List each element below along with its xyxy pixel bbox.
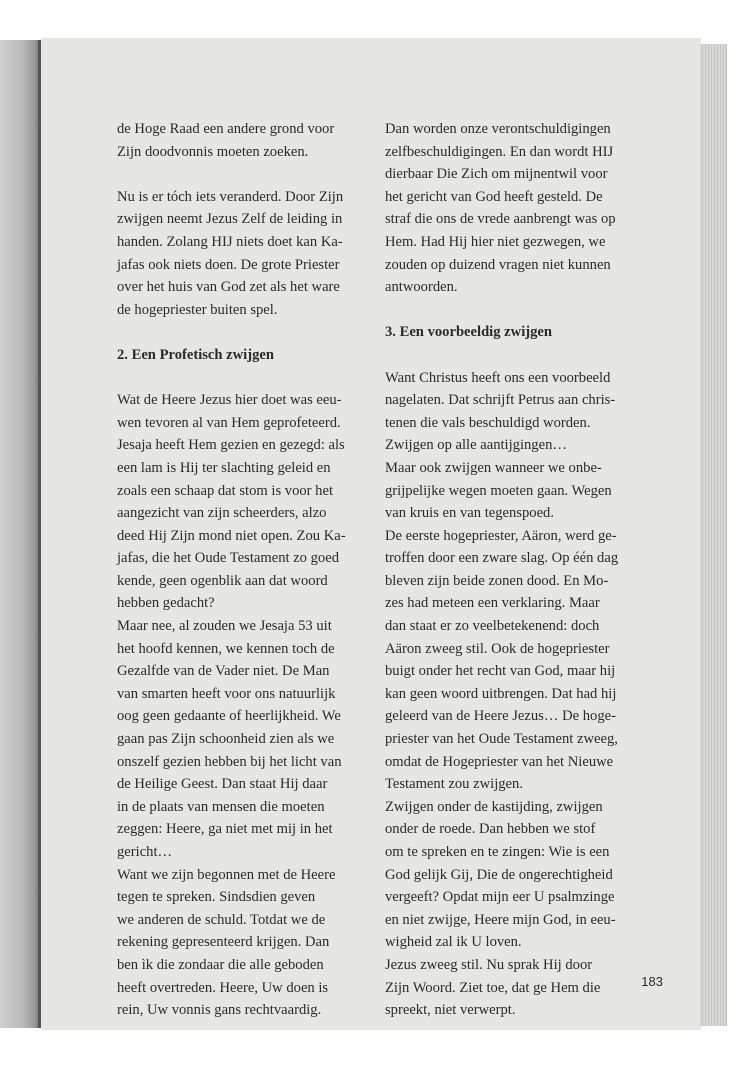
text-line: wigheid zal ik U loven. bbox=[385, 934, 522, 951]
text-line: Maar ook zwijgen wanneer we onbe- bbox=[385, 459, 602, 476]
text-line: God gelijk Gij, Die de ongerechtigheid bbox=[385, 866, 613, 883]
section-heading: 2. Een Profetisch zwijgen bbox=[117, 346, 274, 363]
text-line: Testament zou zwijgen. bbox=[385, 776, 523, 793]
text-line: van kruis en van tegenspoed. bbox=[385, 505, 554, 522]
text-line: Zijn Woord. Ziet toe, dat ge Hem die bbox=[385, 979, 601, 996]
text-line: ben ìk die zondaar die alle geboden bbox=[117, 956, 324, 973]
text-line: grijpelijke wegen moeten gaan. Wegen bbox=[385, 482, 612, 499]
text-line: bleven zijn beide zonen dood. En Mo- bbox=[385, 572, 609, 589]
text-line: en niet zwijge, Heere mijn God, in eeu- bbox=[385, 911, 616, 928]
text-line: zouden op duizend vragen niet kunnen bbox=[385, 256, 611, 273]
page-number: 183 bbox=[641, 974, 663, 989]
text-line: Jezus zweeg stil. Nu sprak Hij door bbox=[385, 956, 593, 973]
text-line: zeggen: Heere, ga niet met mij in het bbox=[117, 821, 333, 838]
text-line: wen tevoren al van Hem geprofeteerd. bbox=[117, 414, 341, 431]
text-line: hebben gedacht? bbox=[117, 595, 215, 612]
text-line: we anderen de schuld. Totdat we de bbox=[117, 911, 326, 928]
text-line: rein, Uw vonnis gans rechtvaardig. bbox=[117, 1002, 322, 1019]
text-line: antwoorden. bbox=[385, 279, 458, 296]
text-line: het gericht van God heeft gesteld. De bbox=[385, 188, 603, 205]
text-line: een lam is Hij ter slachting geleid en bbox=[117, 459, 331, 476]
text-line: heeft overtreden. Heere, Uw doen is bbox=[117, 979, 329, 996]
text-line: het hoofd kennen, we kennen toch de bbox=[117, 640, 335, 657]
text-line: straf die ons de vrede aanbrengt was op bbox=[385, 211, 616, 228]
text-line: jafas, die het Oude Testament zo goed bbox=[117, 550, 339, 567]
text-line: aangezicht van zijn scheerders, alzo bbox=[117, 505, 327, 522]
text-line: Hem. Had Hij hier niet gezwegen, we bbox=[385, 233, 606, 250]
text-line: Zwijgen onder de kastijding, zwijgen bbox=[385, 798, 603, 815]
text-line: in de plaats van mensen die moeten bbox=[117, 798, 325, 815]
text-line: Want we zijn begonnen met de Heere bbox=[117, 866, 336, 883]
text-line: Gezalfde van de Vader niet. De Man bbox=[117, 663, 330, 680]
text-line: vergeeft? Opdat mijn eer U psalmzinge bbox=[385, 889, 615, 906]
right-text-column bbox=[385, 118, 647, 1022]
text-line: omdat de Hogepriester van het Nieuwe bbox=[385, 753, 614, 770]
paragraph-gap bbox=[385, 299, 647, 322]
text-line: zwijgen neemt Jezus Zelf de leiding in bbox=[117, 211, 343, 228]
text-line: kan geen woord uitbrengen. Dat had hij bbox=[385, 685, 617, 702]
text-line: dan staat er zo veelbetekenend: doch bbox=[385, 618, 600, 635]
page-edges bbox=[700, 44, 727, 1026]
text-line: de Hoge Raad een andere grond voor bbox=[117, 121, 335, 137]
text-line: de Heilige Geest. Dan staat Hij daar bbox=[117, 776, 328, 793]
text-line: zes had meteen een verklaring. Maar bbox=[385, 595, 600, 612]
book-spine bbox=[38, 40, 41, 1028]
paragraph-gap bbox=[385, 344, 647, 367]
text-line: handen. Zolang HIJ niets doet kan Ka- bbox=[117, 233, 343, 250]
book-spine-shadow bbox=[0, 40, 42, 1028]
text-line: Wat de Heere Jezus hier doet was eeu- bbox=[117, 392, 342, 409]
text-line: Zijn doodvonnis moeten zoeken. bbox=[117, 143, 309, 160]
text-line: van smarten heeft voor ons natuurlijk bbox=[117, 685, 336, 702]
text-line: tenen die vals beschuldigd worden. bbox=[385, 414, 591, 431]
left-text-column bbox=[117, 118, 379, 1022]
paragraph-gap bbox=[117, 163, 379, 186]
text-line: kende, geen ogenblik aan dat woord bbox=[117, 572, 328, 589]
text-line: nagelaten. Dat schrijft Petrus aan chris- bbox=[385, 392, 616, 409]
text-line: onder de roede. Dan hebben we stof bbox=[385, 821, 596, 838]
text-line: buigt onder het recht van God, maar hij bbox=[385, 663, 616, 680]
text-line: om te spreken en te zingen: Wie is een bbox=[385, 844, 610, 860]
text-line: de hogepriester buiten spel. bbox=[117, 301, 278, 318]
text-line: troffen door een zware slag. Op één dag bbox=[385, 550, 619, 567]
paragraph-gap bbox=[117, 367, 379, 390]
text-line: De eerste hogepriester, Aäron, werd ge- bbox=[385, 527, 617, 544]
text-line: Zwijgen op alle aantijgingen… bbox=[385, 437, 567, 454]
text-line: oog geen gedaante of heerlijkheid. We bbox=[117, 708, 341, 725]
paragraph-gap bbox=[117, 321, 379, 344]
text-line: tegen te spreken. Sindsdien geven bbox=[117, 889, 316, 906]
text-line: zoals een schaap dat stom is voor het bbox=[117, 482, 334, 499]
text-line: dierbaar Die Zich om mijnentwil voor bbox=[385, 166, 608, 183]
text-line: over het huis van God zet als het ware bbox=[117, 279, 340, 296]
text-line: rekening gepresenteerd krijgen. Dan bbox=[117, 934, 330, 951]
text-line: Jesaja heeft Hem gezien en gezegd: als bbox=[117, 437, 345, 454]
text-line: geleerd van de Heere Jezus… De hoge- bbox=[385, 708, 616, 725]
text-line: Aäron zweeg stil. Ook de hogepriester bbox=[385, 640, 610, 657]
text-line: zelfbeschuldigingen. En dan wordt HIJ bbox=[385, 143, 614, 160]
text-line: spreekt, niet verwerpt. bbox=[385, 1002, 516, 1019]
text-line: Dan worden onze verontschuldigingen bbox=[385, 121, 611, 137]
text-line: gericht… bbox=[117, 844, 173, 860]
text-line: priester van het Oude Testament zweeg, bbox=[385, 731, 618, 748]
text-line: jafas ook niets doen. De grote Priester bbox=[117, 256, 340, 273]
text-line: Want Christus heeft ons een voorbeeld bbox=[385, 369, 611, 386]
text-line: Maar nee, al zouden we Jesaja 53 uit bbox=[117, 618, 332, 635]
text-line: deed Hij Zijn mond niet open. Zou Ka- bbox=[117, 527, 346, 544]
text-line: gaan pas Zijn schoonheid zien als we bbox=[117, 731, 335, 748]
section-heading: 3. Een voorbeeldig zwijgen bbox=[385, 324, 553, 341]
text-line: Nu is er tóch iets veranderd. Door Zijn bbox=[117, 188, 344, 205]
text-line: onszelf gezien hebben bij het licht van bbox=[117, 753, 342, 770]
